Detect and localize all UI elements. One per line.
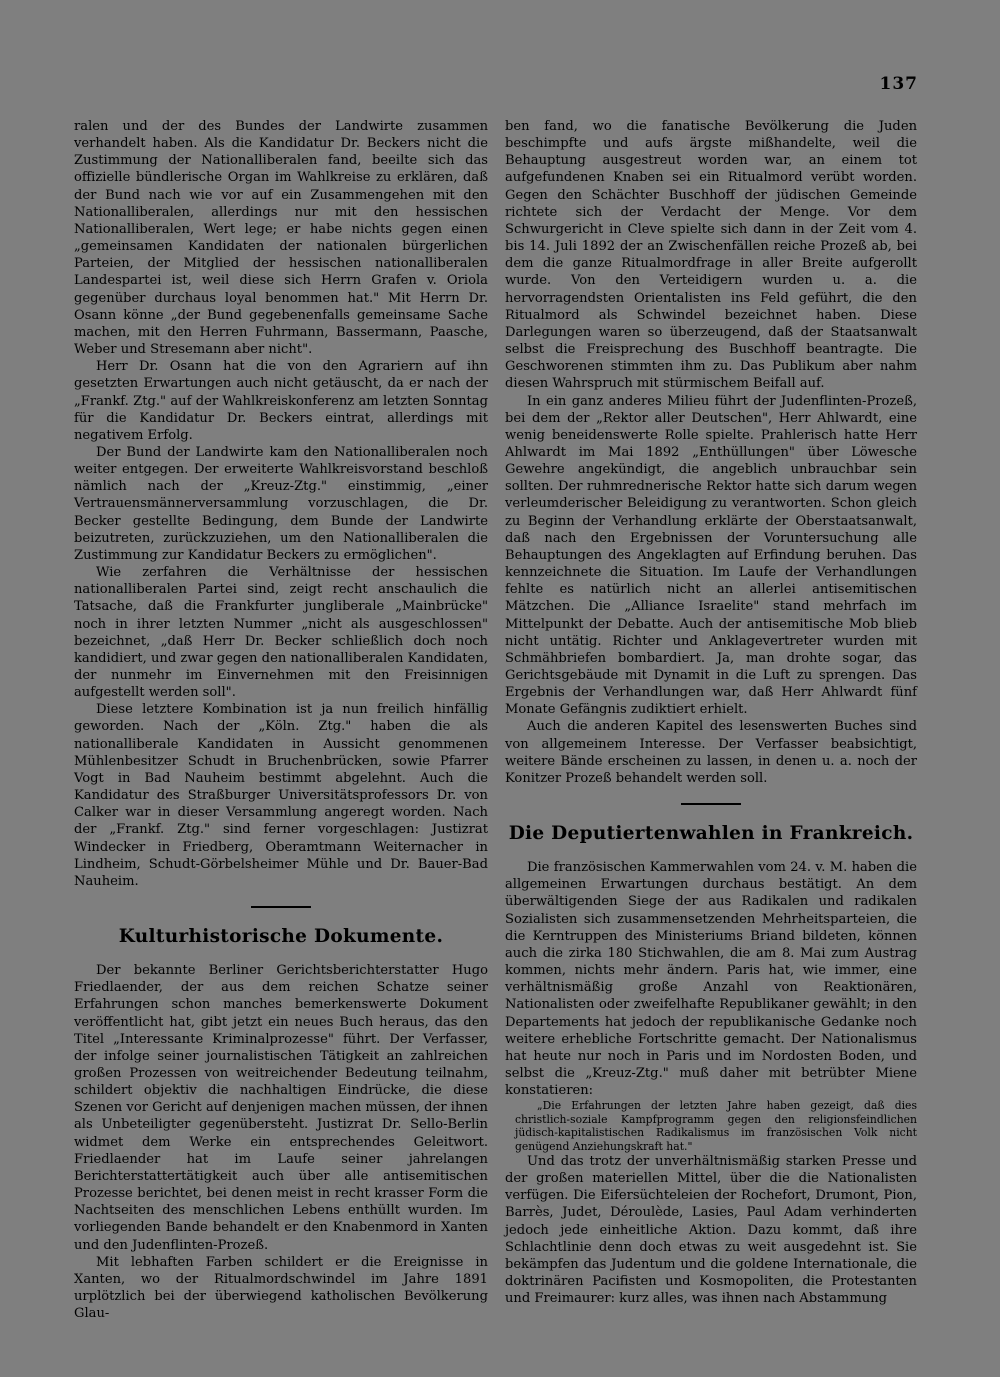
paragraph: ralen und der des Bundes der Landwirte zusammen verhandelt haben. Als die Kandidatur Dr. Beckers nicht die Zustimmung der Nationalliberalen fand, beeilte sich das offizielle bündlerische Organ im Wahlkreise zu erklären, daß der Bund nach wie vor auf ein Zusammengehen mit den Nationalliberalen, allerdings nur mit den hessischen Nationalliberalen, Wert lege; er habe nichts gegen einen „gemeinsamen Kandidaten der nationalen bürgerlichen Parteien, der Mitglied der hessischen nationalliberalen Landespartei ist, weil diese sich Herrn Grafen v. Oriola gegenüber durchaus loyal benommen hat." Mit Herrn Dr. Osann könne „der Bund gegebenenfalls gemeinsame Sache machen, mit den Herren Fuhrmann, Bassermann, Paasche, Weber und Stresemann aber nicht". xyxy=(74,119,488,358)
left-column xyxy=(74,118,488,1322)
section-heading: Kulturhistorische Dokumente. xyxy=(118,926,444,948)
paragraph: Mit lebhaften Farben schildert er die Ereignisse in Xanten, wo der Ritualmordschwindel im Jahre 1891 urplötzlich bei der überwiegend katholischen Bevölkerung Glau- xyxy=(74,1254,488,1322)
paragraph: Diese letztere Kombination ist ja nun freilich hinfällig geworden. Nach der „Köln. Ztg." haben die als nationalliberale Kandidaten in Aussicht genommenen Mühlenbesitzer Schudt in Bruchenbrücken, sowie Pfarrer Vogt in Bad Nauheim bestimmt abgelehnt. Auch die Kandidatur des Straßburger Universitätsprofessors Dr. von Calker war in dieser Versammlung angeregt worden. Nach der „Frankf. Ztg." sind ferner vorgeschlagen: Justizrat Windecker in Friedberg, Oberamtmann Weiternacher in Lindheim, Schudt-Görbelsheimer Mühle und Dr. Bauer-Bad Nauheim. xyxy=(74,702,488,889)
page-number: 137 xyxy=(879,74,918,94)
block-quote: „Die Erfahrungen der letzten Jahre haben gezeigt, daß dies christlich-soziale Kampfprogramm gegen den religionsfeindlichen jüdisch-kapitalistischen Radikalismus im französischen Volk nicht genügend Anziehungskraft hat." xyxy=(515,1099,917,1153)
right-column xyxy=(505,118,917,1307)
paragraph: Und das trotz der unverhältnismäßig starken Presse und der großen materiellen Mittel, über die die Nationalisten verfügen. Die Eifersüchteleien der Rochefort, Drumont, Pion, Barrès, Judet, Déroulède, Lasies, Paul Adam verhinderten jedoch jede einheitliche Aktion. Dazu kommt, daß ihre Schlachtlinie denn doch etwas zu weit ausgedehnt ist. Sie bekämpfen das Judentum und die goldene Internationale, die doktrinären Pacifisten und Kosmopoliten, die Protestanten und Freimaurer: kurz alles, was ihnen nach Abstammung xyxy=(505,1153,917,1307)
paragraph: Herr Dr. Osann hat die von den Agrariern auf ihn gesetzten Erwartungen auch nicht getäuscht, da er nach der „Frankf. Ztg." auf der Wahlkreiskonferenz am letzten Sonntag für die Kandidatur Dr. Beckers eintrat, allerdings mit negativem Erfolg. xyxy=(74,359,488,443)
paragraph: Die französischen Kammerwahlen vom 24. v. M. haben die allgemeinen Erwartungen durchaus bestätigt. An dem überwältigenden Siege der aus Radikalen und radikalen Sozialisten sich zusammensetzenden Mehrheitsparteien, die die Kerntruppen des Ministeriums Briand bildeten, können auch die zirka 180 Stichwahlen, die am 8. Mai zum Austrag kommen, nichts mehr ändern. Paris hat, wie immer, eine verhältnismäßig große Anzahl von Reaktionären, Nationalisten oder zweifelhafte Republikaner gewählt; in den Departements hat jedoch der republikanische Gedanke noch weitere erhebliche Fortschritte gemacht. Der Nationalismus hat heute nur noch in Paris und im Nordosten Boden, und selbst die „Kreuz-Ztg." muß daher mit betrübter Miene konstatieren: xyxy=(505,860,917,1099)
paragraph: Der Bund der Landwirte kam den Nationalliberalen noch weiter entgegen. Der erweiterte Wahlkreisvorstand beschloß nämlich nach der „Kreuz-Ztg." einstimmig, „einer Vertrauensmännerversammlung vorzuschlagen, die Dr. Becker gestellte Bedingung, dem Bunde der Landwirte beizutreten, zurückzuziehen, um den Nationalliberalen die Zustimmung zur Kandidatur Beckers zu ermöglichen". xyxy=(74,444,488,563)
paragraph: ben fand, wo die fanatische Bevölkerung die Juden beschimpfte und aufs ärgste mißhandelte, weil die Behauptung ausgestreut worden war, an einem tot aufgefundenen Knaben sei ein Ritualmord verübt worden. Gegen den Schächter Buschhoff der jüdischen Gemeinde richtete sich der Verdacht der Menge. Vor dem Schwurgericht in Cleve spielte sich dann in der Zeit vom 4. bis 14. Juli 1892 der an Zwischenfällen reiche Prozeß ab, bei dem die ganze Ritualmordfrage in aller Breite aufgerollt wurde. Von den Verteidigern wurden u. a. die hervorragendsten Orientalisten ins Feld geführt, die den Ritualmord als Schwindel bezeichnet haben. Diese Darlegungen waren so überzeugend, daß der Staatsanwalt selbst die Freisprechung des Buschhoff beantragte. Die Geschworenen stimmten ihm zu. Das Publikum aber nahm diesen Wahrspruch mit stürmischem Beifall auf. xyxy=(505,119,917,392)
paragraph: Der bekannte Berliner Gerichtsberichterstatter Hugo Friedlaender, der aus dem reichen Schatze seiner Erfahrungen schon manches bemerkenswerte Dokument veröffentlicht hat, gibt jetzt ein neues Buch heraus, das den Titel „Interessante Kriminalprozesse" führt. Der Verfasser, der infolge seiner journalistischen Tätigkeit an zahlreichen großen Prozessen von weitreichender Bedeutung teilnahm, schildert objektiv die nachhaltigen Eindrücke, die diese Szenen vor Gericht auf denjenigen machen müssen, der ihnen als Unbeteiligter gegenübersteht. Justizrat Dr. Sello-Berlin widmet dem Werke ein entsprechendes Geleitwort. Friedlaender hat im Laufe seiner jahrelangen Berichterstattertätigkeit auch über alle antisemitischen Prozesse berichtet, bei denen meist in recht krasser Form die Nachtseiten des menschlichen Lebens enthüllt wurden. Im vorliegenden Bande behandelt er den Knabenmord in Xanten und den Judenflinten-Prozeß. xyxy=(74,963,488,1253)
section-divider xyxy=(251,906,311,908)
paragraph: Auch die anderen Kapitel des lesenswerten Buches sind von allgemeinem Interesse. Der Verfasser beabsichtigt, weitere Bände erscheinen zu lassen, in denen u. a. noch der Konitzer Prozeß behandelt werden soll. xyxy=(505,719,917,786)
section-heading: Die Deputiertenwahlen in Frankreich. xyxy=(508,823,914,845)
section-divider xyxy=(681,803,741,805)
paragraph: Wie zerfahren die Verhältnisse der hessischen nationalliberalen Partei sind, zeigt recht anschaulich die Tatsache, daß die Frankfurter jungliberale „Mainbrücke" noch in ihrer letzten Nummer „nicht als ausgeschlossen" bezeichnet, „daß Herr Dr. Becker schließlich doch noch kandidiert, und zwar gegen den nationalliberalen Kandidaten, der nunmehr im Einvernehmen mit den Freisinnigen aufgestellt werden soll". xyxy=(74,565,488,701)
paragraph: In ein ganz anderes Milieu führt der Judenflinten-Prozeß, bei dem der „Rektor aller Deutschen", Herr Ahlwardt, eine wenig beneidenswerte Rolle spielte. Prahlerisch hatte Herr Ahlwardt im Mai 1892 „Enthüllungen" über Löwesche Gewehre angekündigt, die angeblich unbrauchbar sein sollten. Der ruhmrednerische Rektor hatte sich darum wegen verleumderischer Beleidigung zu verantworten. Schon gleich zu Beginn der Verhandlung erklärte der Oberstaatsanwalt, daß nach den Ergebnissen der Voruntersuchung alle Behauptungen des Angeklagten auf Erfindung beruhen. Das kennzeichnete die Situation. Im Laufe der Verhandlungen fehlte es natürlich nicht an allerlei antisemitischen Mätzchen. Die „Alliance Israelite" stand mehrfach im Mittelpunkt der Debatte. Auch der antisemitische Mob blieb nicht untätig. Richter und Anklagevertreter wurden mit Schmähbriefen bombardiert. Ja, man drohte sogar, das Gerichtsgebäude mit Dynamit in die Luft zu sprengen. Das Ergebnis der Verhandlungen war, daß Herr Ahlwardt fünf Monate Gefängnis zudiktiert erhielt. xyxy=(505,393,917,718)
